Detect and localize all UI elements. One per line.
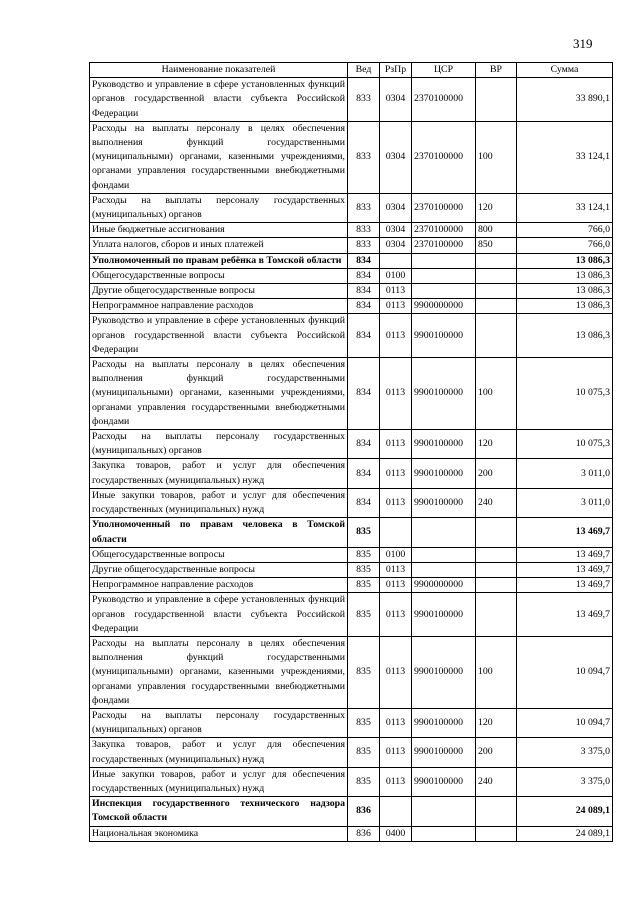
- cell-rzpr: 0113: [380, 767, 412, 796]
- cell-ved: 835: [348, 518, 380, 547]
- cell-name: Общегосударственные вопросы: [90, 268, 348, 283]
- cell-vr: 200: [476, 459, 517, 488]
- cell-csr: 2370100000: [412, 223, 476, 238]
- table-row: [90, 578, 613, 593]
- cell-ved: 836: [348, 826, 380, 841]
- cell-ved: 833: [348, 121, 380, 193]
- cell-sum: 13 469,7: [517, 547, 613, 562]
- cell-csr: [412, 268, 476, 283]
- cell-vr: [476, 78, 517, 122]
- cell-sum: 3 011,0: [517, 488, 613, 517]
- cell-csr: 9900100000: [412, 767, 476, 796]
- table-header-row: [90, 63, 613, 78]
- table-row: [90, 299, 613, 314]
- cell-ved: 833: [348, 193, 380, 222]
- cell-name: Общегосударственные вопросы: [90, 547, 348, 562]
- cell-ved: 835: [348, 767, 380, 796]
- budget-table: [89, 62, 613, 842]
- cell-rzpr: 0304: [380, 223, 412, 238]
- cell-vr: 850: [476, 238, 517, 253]
- cell-vr: 100: [476, 358, 517, 430]
- cell-name: Руководство и управление в сфере установленных функций органов государственной власти субъекта Российской Федерации: [90, 593, 348, 637]
- cell-name: Закупка товаров, работ и услуг для обеспечения государственных (муниципальных) нужд: [90, 459, 348, 488]
- cell-sum: 24 089,1: [517, 826, 613, 841]
- table-row: [90, 636, 613, 708]
- table-row: [90, 223, 613, 238]
- table-row: [90, 708, 613, 737]
- table-row: [90, 459, 613, 488]
- cell-ved: 833: [348, 223, 380, 238]
- cell-vr: [476, 797, 517, 826]
- cell-sum: 13 469,7: [517, 518, 613, 547]
- cell-name: Закупка товаров, работ и услуг для обеспечения государственных (муниципальных) нужд: [90, 738, 348, 767]
- cell-ved: 835: [348, 562, 380, 577]
- table-row: [90, 284, 613, 299]
- cell-vr: 240: [476, 767, 517, 796]
- cell-sum: 766,0: [517, 223, 613, 238]
- cell-name: Расходы на выплаты персоналу в целях обеспечения выполнения функций государственными (муниципальными) органами, казенными учреждениями, органами управления государственными внебюджетными фондами: [90, 121, 348, 193]
- cell-rzpr: 0304: [380, 193, 412, 222]
- page-number: 319: [573, 36, 593, 51]
- cell-csr: [412, 518, 476, 547]
- cell-ved: 835: [348, 593, 380, 637]
- cell-csr: [412, 826, 476, 841]
- cell-name: Расходы на выплаты персоналу в целях обеспечения выполнения функций государственными (муниципальными) органами, казенными учреждениями, органами управления государственными внебюджетными фондами: [90, 358, 348, 430]
- cell-ved: 834: [348, 314, 380, 358]
- cell-csr: [412, 253, 476, 268]
- table-row: [90, 488, 613, 517]
- cell-ved: 835: [348, 636, 380, 708]
- cell-vr: [476, 593, 517, 637]
- table-row: [90, 193, 613, 222]
- table-row: [90, 562, 613, 577]
- column-header-name: Наименование показателей: [90, 63, 348, 78]
- cell-rzpr: 0113: [380, 459, 412, 488]
- cell-vr: [476, 826, 517, 841]
- column-header-sum: Сумма: [517, 63, 613, 78]
- cell-rzpr: 0113: [380, 299, 412, 314]
- cell-vr: 800: [476, 223, 517, 238]
- cell-vr: 200: [476, 738, 517, 767]
- cell-sum: 13 086,3: [517, 299, 613, 314]
- table-row: [90, 121, 613, 193]
- cell-sum: 13 086,3: [517, 284, 613, 299]
- cell-rzpr: 0113: [380, 430, 412, 459]
- cell-csr: 9900100000: [412, 708, 476, 737]
- cell-name: Расходы на выплаты персоналу государственных (муниципальных) органов: [90, 193, 348, 222]
- cell-rzpr: [380, 253, 412, 268]
- cell-name: Уполномоченный по правам человека в Томской области: [90, 518, 348, 547]
- table-body: [90, 78, 613, 842]
- cell-sum: 13 469,7: [517, 593, 613, 637]
- cell-ved: 834: [348, 358, 380, 430]
- cell-sum: 3 375,0: [517, 767, 613, 796]
- cell-name: Иные закупки товаров, работ и услуг для обеспечения государственных (муниципальных) нужд: [90, 767, 348, 796]
- cell-rzpr: 0304: [380, 238, 412, 253]
- cell-ved: 834: [348, 268, 380, 283]
- cell-csr: [412, 562, 476, 577]
- cell-name: Инспекция государственного технического надзора Томской области: [90, 797, 348, 826]
- cell-name: Уполномоченный по правам ребёнка в Томской области: [90, 253, 348, 268]
- table-row: [90, 314, 613, 358]
- cell-name: Руководство и управление в сфере установленных функций органов государственной власти субъекта Российской Федерации: [90, 314, 348, 358]
- cell-rzpr: 0113: [380, 284, 412, 299]
- cell-rzpr: 0304: [380, 121, 412, 193]
- cell-csr: 9900000000: [412, 299, 476, 314]
- cell-rzpr: 0113: [380, 738, 412, 767]
- cell-vr: 120: [476, 708, 517, 737]
- cell-csr: [412, 797, 476, 826]
- cell-ved: 834: [348, 284, 380, 299]
- cell-sum: 10 094,7: [517, 708, 613, 737]
- table-row: [90, 358, 613, 430]
- cell-vr: 120: [476, 430, 517, 459]
- table-row-section: [90, 253, 613, 268]
- cell-vr: [476, 299, 517, 314]
- cell-rzpr: 0100: [380, 268, 412, 283]
- cell-vr: [476, 314, 517, 358]
- cell-name: Иные закупки товаров, работ и услуг для обеспечения государственных (муниципальных) нужд: [90, 488, 348, 517]
- cell-vr: [476, 253, 517, 268]
- column-header-vr: ВР: [476, 63, 517, 78]
- cell-name: Непрограммное направление расходов: [90, 299, 348, 314]
- cell-csr: 2370100000: [412, 78, 476, 122]
- cell-csr: 2370100000: [412, 238, 476, 253]
- cell-vr: [476, 284, 517, 299]
- cell-vr: 100: [476, 121, 517, 193]
- cell-name: Другие общегосударственные вопросы: [90, 562, 348, 577]
- cell-vr: 100: [476, 636, 517, 708]
- cell-sum: 13 086,3: [517, 314, 613, 358]
- cell-name: Иные бюджетные ассигнования: [90, 223, 348, 238]
- table-row: [90, 593, 613, 637]
- cell-rzpr: 0113: [380, 488, 412, 517]
- cell-csr: 2370100000: [412, 121, 476, 193]
- cell-name: Расходы на выплаты персоналу государственных (муниципальных) органов: [90, 430, 348, 459]
- cell-rzpr: 0400: [380, 826, 412, 841]
- cell-csr: 9900100000: [412, 488, 476, 517]
- cell-vr: [476, 518, 517, 547]
- cell-name: Национальная экономика: [90, 826, 348, 841]
- cell-csr: 9900100000: [412, 430, 476, 459]
- cell-ved: 835: [348, 547, 380, 562]
- table-row: [90, 767, 613, 796]
- cell-rzpr: 0113: [380, 358, 412, 430]
- cell-vr: [476, 578, 517, 593]
- cell-sum: 10 075,3: [517, 430, 613, 459]
- cell-ved: 834: [348, 299, 380, 314]
- cell-rzpr: 0113: [380, 708, 412, 737]
- cell-sum: 10 075,3: [517, 358, 613, 430]
- table-row-section: [90, 797, 613, 826]
- cell-vr: 120: [476, 193, 517, 222]
- cell-sum: 766,0: [517, 238, 613, 253]
- table-row: [90, 826, 613, 841]
- cell-csr: [412, 284, 476, 299]
- cell-ved: 835: [348, 708, 380, 737]
- table-row: [90, 547, 613, 562]
- cell-rzpr: 0113: [380, 562, 412, 577]
- table-row: [90, 430, 613, 459]
- cell-sum: 33 124,1: [517, 121, 613, 193]
- cell-sum: 13 086,3: [517, 268, 613, 283]
- cell-csr: 9900100000: [412, 636, 476, 708]
- cell-name: Расходы на выплаты персоналу в целях обеспечения выполнения функций государственными (муниципальными) органами, казенными учреждениями, органами управления государственными внебюджетными фондами: [90, 636, 348, 708]
- cell-ved: 836: [348, 797, 380, 826]
- cell-sum: 13 469,7: [517, 562, 613, 577]
- cell-csr: 9900100000: [412, 314, 476, 358]
- cell-csr: 9900100000: [412, 593, 476, 637]
- cell-name: Руководство и управление в сфере установленных функций органов государственной власти субъекта Российской Федерации: [90, 78, 348, 122]
- column-header-csr: ЦСР: [412, 63, 476, 78]
- cell-sum: 33 890,1: [517, 78, 613, 122]
- cell-csr: 9900000000: [412, 578, 476, 593]
- cell-name: Непрограммное направление расходов: [90, 578, 348, 593]
- cell-rzpr: 0113: [380, 593, 412, 637]
- cell-name: Другие общегосударственные вопросы: [90, 284, 348, 299]
- cell-rzpr: 0113: [380, 578, 412, 593]
- cell-sum: 24 089,1: [517, 797, 613, 826]
- table-row: [90, 738, 613, 767]
- cell-csr: 9900100000: [412, 358, 476, 430]
- table-row: [90, 78, 613, 122]
- cell-vr: [476, 547, 517, 562]
- cell-csr: 9900100000: [412, 459, 476, 488]
- cell-rzpr: 0113: [380, 636, 412, 708]
- table-row: [90, 238, 613, 253]
- table-row-section: [90, 518, 613, 547]
- cell-sum: 10 094,7: [517, 636, 613, 708]
- cell-name: Уплата налогов, сборов и иных платежей: [90, 238, 348, 253]
- cell-sum: 13 469,7: [517, 578, 613, 593]
- cell-rzpr: [380, 518, 412, 547]
- cell-sum: 13 086,3: [517, 253, 613, 268]
- cell-ved: 834: [348, 253, 380, 268]
- cell-ved: 833: [348, 78, 380, 122]
- cell-csr: 9900100000: [412, 738, 476, 767]
- cell-ved: 835: [348, 578, 380, 593]
- cell-vr: [476, 562, 517, 577]
- cell-ved: 833: [348, 238, 380, 253]
- cell-rzpr: [380, 797, 412, 826]
- cell-ved: 834: [348, 459, 380, 488]
- cell-ved: 835: [348, 738, 380, 767]
- cell-csr: 2370100000: [412, 193, 476, 222]
- cell-vr: [476, 268, 517, 283]
- cell-sum: 3 011,0: [517, 459, 613, 488]
- cell-sum: 33 124,1: [517, 193, 613, 222]
- cell-rzpr: 0100: [380, 547, 412, 562]
- cell-sum: 3 375,0: [517, 738, 613, 767]
- cell-rzpr: 0113: [380, 314, 412, 358]
- cell-rzpr: 0304: [380, 78, 412, 122]
- column-header-ved: Вед: [348, 63, 380, 78]
- table-row: [90, 268, 613, 283]
- cell-ved: 834: [348, 430, 380, 459]
- cell-name: Расходы на выплаты персоналу государственных (муниципальных) органов: [90, 708, 348, 737]
- cell-csr: [412, 547, 476, 562]
- cell-vr: 240: [476, 488, 517, 517]
- cell-ved: 834: [348, 488, 380, 517]
- column-header-rzpr: РзПр: [380, 63, 412, 78]
